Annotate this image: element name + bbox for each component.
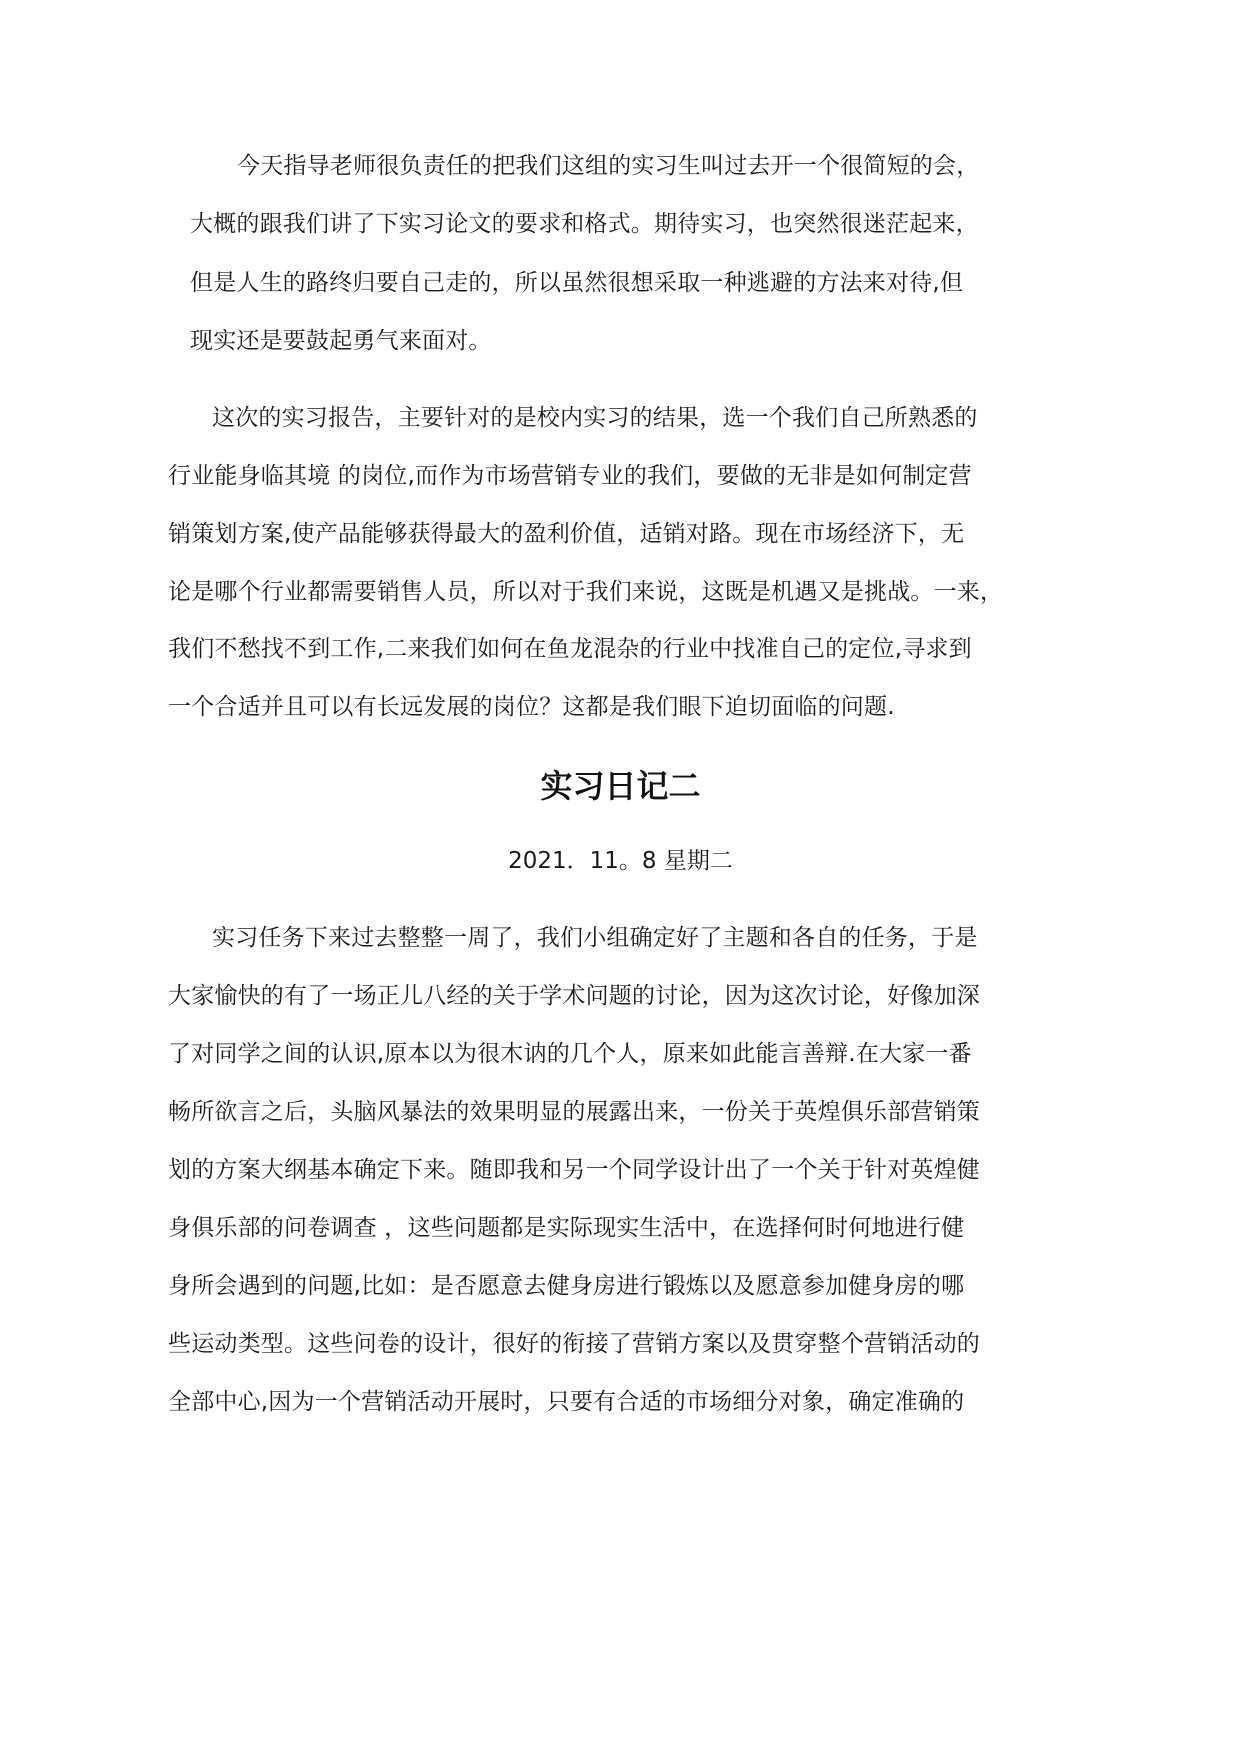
paragraph2-line-5: 我们不愁找不到工作,二来我们如何在鱼龙混杂的行业中找准自己的定位,寻求到: [168, 636, 972, 662]
paragraph3-line-2: 大家愉快的有了一场正儿八经的关于学术问题的讨论，因为这次讨论，好像加深: [168, 983, 980, 1009]
paragraph3-line-5: 划的方案大纲基本确定下来。随即我和另一个同学设计出了一个关于针对英煌健: [168, 1157, 980, 1183]
diary-heading: 实习日记二: [540, 767, 701, 805]
paragraph2-line-4: 论是哪个行业都需要销售人员，所以对于我们来说，这既是机遇又是挑战。一来，: [168, 579, 1004, 605]
paragraph2-line-3: 销策划方案,使产品能够获得最大的盈利价值，适销对路。现在市场经济下，无: [168, 521, 965, 547]
diary-date: 2021．11。8 星期二: [508, 848, 733, 874]
paragraph2-line-6: 一个合适并且可以有长远发展的岗位？这都是我们眼下迫切面临的问题.: [168, 694, 895, 720]
paragraph1-line-1: 今天指导老师很负责任的把我们这组的实习生叫过去开一个很简短的会，: [237, 153, 980, 179]
paragraph1-line-4: 现实还是要鼓起勇气来面对。: [190, 328, 492, 354]
paragraph3-line-4: 畅所欲言之后，头脑风暴法的效果明显的展露出来，一份关于英煌俱乐部营销策: [168, 1099, 980, 1125]
paragraph3-line-6: 身俱乐部的问卷调查 ，这些问题都是实际现实生活中，在选择何时何地进行健: [168, 1215, 965, 1241]
paragraph3-line-7: 身所会遇到的问题,比如：是否愿意去健身房进行锻炼以及愿意参加健身房的哪: [168, 1273, 965, 1299]
paragraph2-line-2: 行业能身临其境 的岗位,而作为市场营销专业的我们，要做的无非是如何制定营: [168, 463, 972, 489]
paragraph3-line-8: 些运动类型。这些问卷的设计，很好的衔接了营销方案以及贯穿整个营销活动的: [168, 1331, 980, 1357]
paragraph3-line-3: 了对同学之间的认识,原本以为很木讷的几个人，原来如此能言善辩.在大家一番: [168, 1041, 972, 1067]
paragraph1-line-2: 大概的跟我们讲了下实习论文的要求和格式。期待实习，也突然很迷茫起来，: [190, 211, 979, 237]
paragraph3-line-9: 全部中心,因为一个营销活动开展时，只要有合适的市场细分对象，确定准确的: [168, 1389, 965, 1415]
paragraph3-line-1: 实习任务下来过去整整一周了，我们小组确定好了主题和各自的任务，于是: [212, 925, 978, 951]
paragraph1-line-3: 但是人生的路终归要自己走的，所以虽然很想采取一种逃避的方法来对待,但: [190, 270, 964, 296]
paragraph2-line-1: 这次的实习报告，主要针对的是校内实习的结果，选一个我们自己所熟悉的: [212, 405, 978, 431]
